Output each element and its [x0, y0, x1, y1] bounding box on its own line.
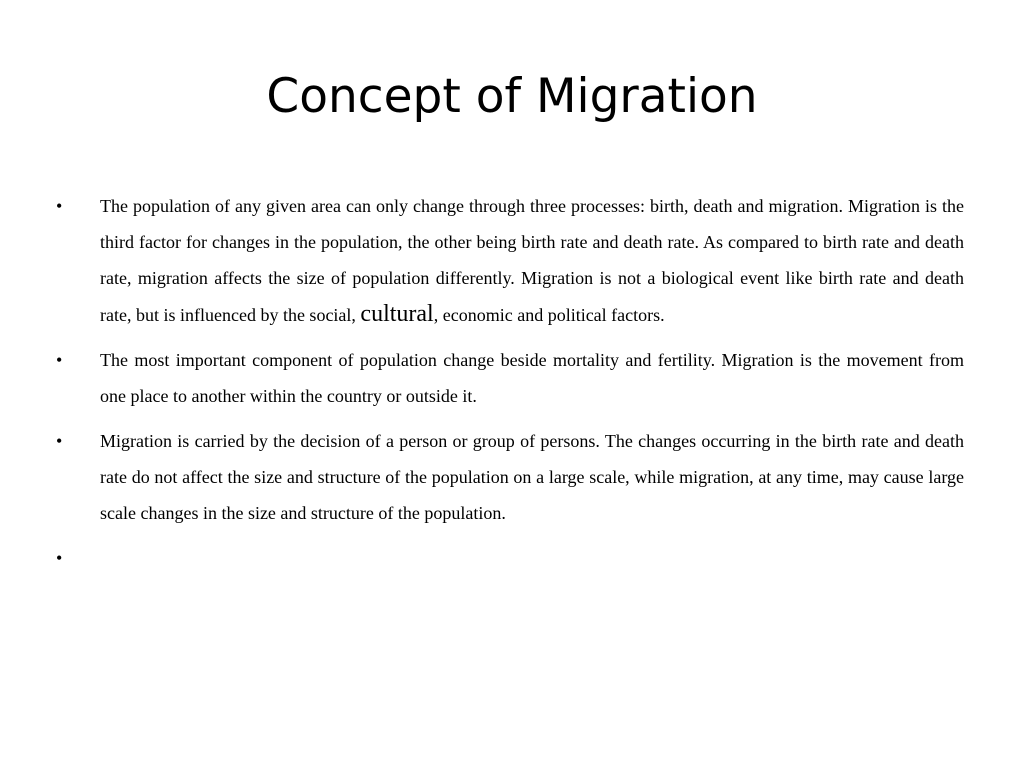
bullet-marker: • — [56, 431, 63, 451]
bullet-marker: • — [56, 196, 63, 216]
bullet-item — [54, 423, 964, 531]
bullet-text: Migration is carried by the decision of a person or group of persons. The changes occurring in the birth rate and death rate do not affect the size and structure of the population on a large scale, while migration, at any time, may cause large scale changes in the size and structure of the population. — [100, 431, 964, 523]
bullet-text: The most important component of population change beside mortality and fertility. Migration is the movement from one place to another within the country or outside it. — [100, 350, 964, 406]
bullet-item — [54, 188, 964, 333]
bullet-list — [54, 188, 964, 585]
bullet-marker: • — [56, 350, 63, 370]
bullet-emphasis-word: cultural — [360, 301, 434, 327]
slide-title: Concept of Migration — [266, 69, 758, 124]
bullet-item — [54, 342, 964, 414]
bullet-marker: • — [56, 548, 63, 568]
bullet-text-part: , economic and political factors. — [433, 305, 665, 325]
bullet-text-part: The population of any given area can only change through three processes: birth, death and migration. Migration is the third factor for changes in the population, the other being birth rate and death rate. As compared to birth rate and death rate, migration affects the size of population differently. Migration is not a biological event like birth rate and death rate, but is influenced by the social, — [100, 196, 964, 325]
bullet-item-empty — [54, 540, 964, 576]
